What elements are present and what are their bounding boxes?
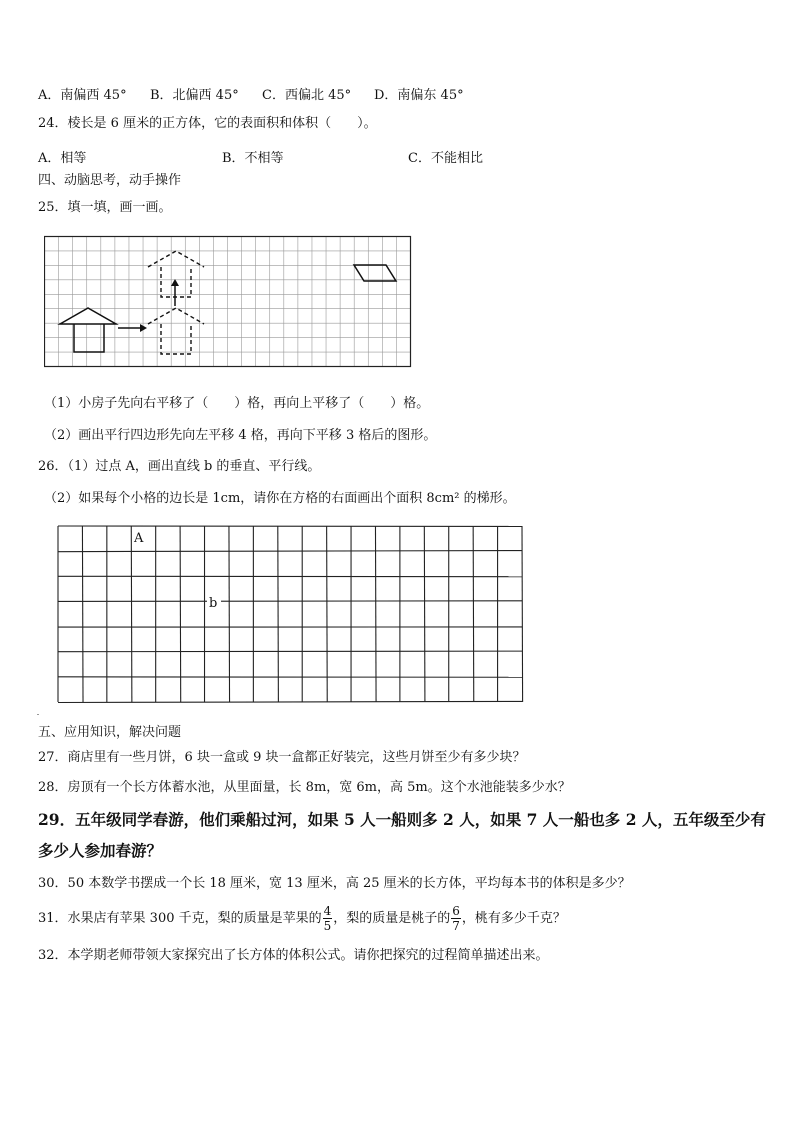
house-shifted-right xyxy=(148,308,204,354)
q31-question xyxy=(38,904,566,934)
q23-option-d: D．南偏东 45° xyxy=(374,88,464,103)
q25-grid-figure xyxy=(44,234,414,370)
q31-text-part3: ，桃有多少千克？ xyxy=(461,911,566,926)
q26-sub2: （2）如果每个小格的边长是 1cm，请你在方格的右面画出个面积 8cm² 的梯形。 xyxy=(44,491,516,506)
q31-fraction-1: $\frac{4}{5}$ xyxy=(323,904,332,933)
q23-option-a: A．南偏西 45° xyxy=(38,88,127,103)
arrow-right-icon xyxy=(118,324,147,332)
point-a-label: A xyxy=(134,531,144,546)
arrow-up-icon xyxy=(171,279,179,306)
q28-question: 28．房顶有一个长方体蓄水池，从里面量，长 8m，宽 6m，高 5m。这个水池能装多少水？ xyxy=(38,780,571,795)
q26-question: 26．（1）过点 A，画出直线 b 的垂直、平行线。 xyxy=(38,459,321,474)
scan-mark xyxy=(37,714,39,715)
q31-text-part2: ，梨的质量是桃子的 xyxy=(333,911,451,926)
q29-question-line1: 29．五年级同学春游，他们乘船过河，如果 5 人一船则多 2 人，如果 7 人一船也多 2 人，五年级至少有 xyxy=(38,810,766,829)
q25-sub2: （2）画出平行四边形先向左平移 4 格，再向下平移 3 格后的图形。 xyxy=(44,428,437,443)
q24-question: 24．棱长是 6 厘米的正方体，它的表面积和体积（ ）。 xyxy=(38,116,377,131)
q24-option-b: B．不相等 xyxy=(222,151,284,166)
q32-question: 32．本学期老师带领大家探究出了长方体的体积公式。请你把探究的过程简单描述出来。 xyxy=(38,948,549,963)
house-original xyxy=(60,308,116,352)
q30-question: 30．50 本数学书摆成一个长 18 厘米，宽 13 厘米，高 25 厘米的长方体，平均每本书的体积是多少？ xyxy=(38,876,631,891)
section4-title: 四、动脑思考，动手操作 xyxy=(38,173,182,188)
parallelogram-shape xyxy=(354,265,396,281)
q25-sub1: （1）小房子先向右平移了（ ）格，再向上平移了（ ）格。 xyxy=(44,396,430,411)
line-b-label: b xyxy=(209,596,218,611)
q23-option-c: C．西偏北 45° xyxy=(262,88,352,103)
q24-option-a: A．相等 xyxy=(38,151,87,166)
q31-text-part1: 31．水果店有苹果 300 千克，梨的质量是苹果的 xyxy=(38,911,322,926)
q24-option-c: C．不能相比 xyxy=(408,151,483,166)
q25-question: 25．填一填，画一画。 xyxy=(38,200,172,215)
section5-title: 五、应用知识，解决问题 xyxy=(38,725,182,740)
house-shifted-up xyxy=(148,251,204,297)
q27-question: 27．商店里有一些月饼，6 块一盒或 9 块一盒都正好装完，这些月饼至少有多少块？ xyxy=(38,750,526,765)
q26-grid-figure xyxy=(57,525,527,707)
q23-option-b: B．北偏西 45° xyxy=(150,88,239,103)
q29-question-line2: 多少人参加春游？ xyxy=(38,841,163,860)
q31-fraction-2: $\frac{6}{7}$ xyxy=(452,904,460,933)
